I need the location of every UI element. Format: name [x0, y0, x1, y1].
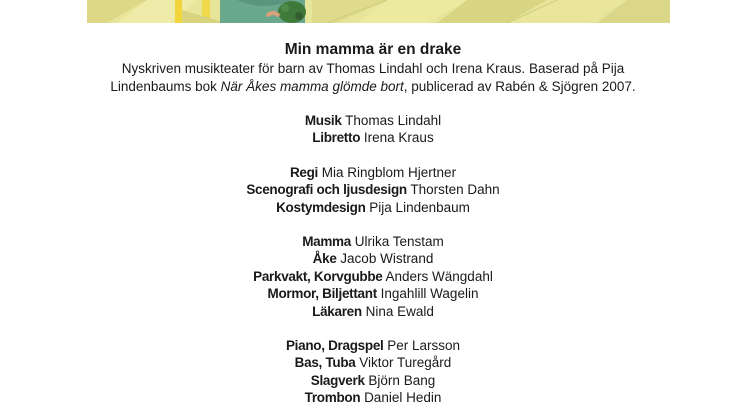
- credit-line: [0, 164, 746, 181]
- credit-name: Per Larsson: [387, 338, 461, 354]
- intro-line-1: Nyskriven musikteater för barn av Thomas Lindahl och Irena Kraus. Baserad på Pija: [121, 61, 625, 76]
- credit-role: Libretto: [312, 130, 361, 146]
- credit-name: Daniel Hedin: [364, 390, 442, 406]
- credit-name: Björn Bang: [368, 372, 436, 388]
- credit-role: Bas, Tuba: [294, 355, 356, 371]
- credit-line: [0, 354, 746, 371]
- credit-line: [0, 389, 746, 406]
- credit-line: [0, 337, 746, 354]
- credits-creators: [0, 112, 746, 147]
- credits-production: [0, 164, 746, 216]
- credit-role: Kostymdesign: [276, 199, 366, 215]
- credit-name: Mia Ringblom Hjertner: [321, 164, 457, 180]
- credit-line: [0, 181, 746, 198]
- credits-musicians: [0, 337, 746, 407]
- credit-line: [0, 303, 746, 320]
- credit-name: Jacob Wistrand: [340, 251, 434, 267]
- book-title: När Åkes mamma glömde bort: [220, 78, 404, 94]
- cover-illustration: [87, 0, 670, 23]
- credit-line: [0, 233, 746, 250]
- credit-role: Piano, Dragspel: [285, 338, 384, 354]
- credit-name: Irena Kraus: [363, 130, 434, 146]
- credit-line: [0, 285, 746, 302]
- credit-line: [0, 129, 746, 146]
- intro-line-2-pre: Lindenbaums bok: [110, 78, 221, 94]
- credit-role: Parkvakt, Korvgubbe: [253, 268, 383, 284]
- credit-name: Thorsten Dahn: [410, 182, 500, 198]
- credit-role: Slagverk: [310, 372, 365, 388]
- credit-name: Ingahlill Wagelin: [380, 286, 479, 302]
- credit-role: Scenografi och ljusdesign: [246, 182, 407, 198]
- page-title: Min mamma är en drake: [284, 41, 462, 58]
- credit-role: Regi: [289, 164, 318, 180]
- credit-name: Nina Ewald: [365, 303, 434, 319]
- credit-name: Thomas Lindahl: [345, 113, 442, 128]
- intro-line-2-post: , publicerad av Rabén & Sjögren 2007.: [403, 78, 636, 94]
- credit-role: Åke: [312, 251, 337, 267]
- credit-line: [0, 112, 746, 129]
- credit-role: Mamma: [302, 234, 351, 250]
- credit-name: Anders Wängdahl: [385, 268, 493, 284]
- credit-name: Pija Lindenbaum: [369, 199, 470, 215]
- credit-name: Ulrika Tenstam: [354, 234, 444, 250]
- intro-paragraph: [0, 60, 746, 95]
- credit-line: [0, 268, 746, 285]
- credit-role: Trombon: [304, 390, 361, 406]
- credit-role: Mormor, Biljettant: [267, 286, 377, 302]
- credit-name: Viktor Turegård: [359, 355, 452, 371]
- credit-line: [0, 250, 746, 267]
- document-body: [0, 40, 746, 407]
- credit-line: [0, 199, 746, 216]
- credit-role: Läkaren: [312, 303, 362, 319]
- illustration-artwork: [87, 0, 670, 23]
- credit-role: Musik: [304, 113, 342, 128]
- credits-cast: [0, 233, 746, 320]
- credit-line: [0, 372, 746, 389]
